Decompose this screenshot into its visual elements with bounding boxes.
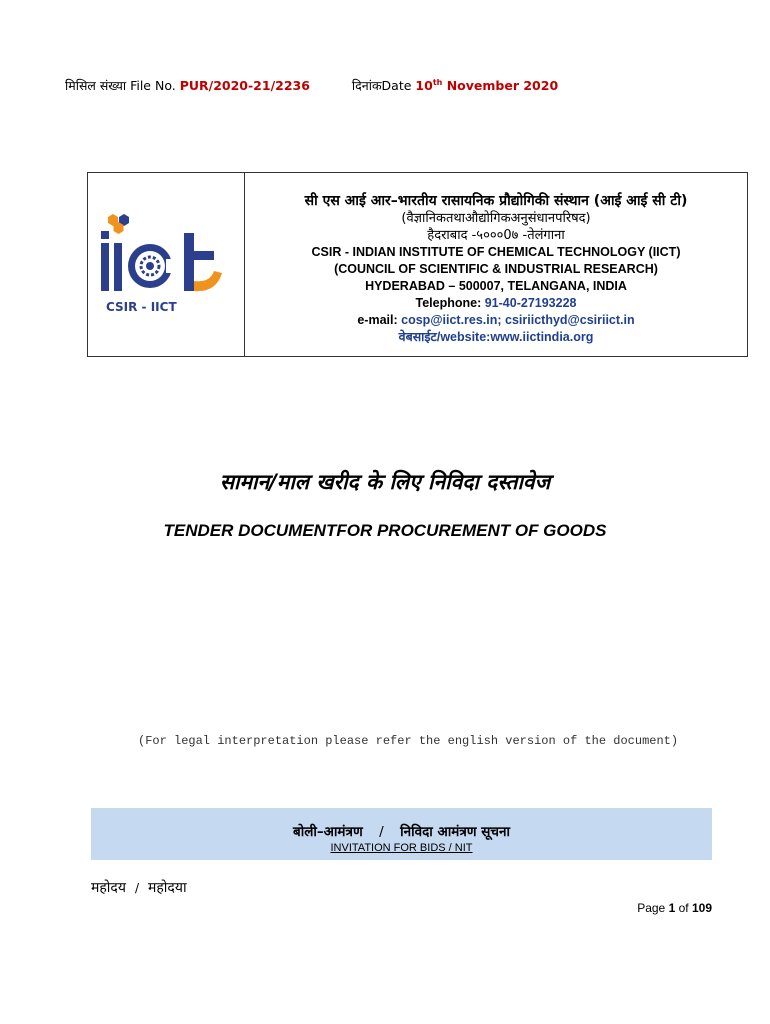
telephone-number: 91-40-27193228 [484,296,577,310]
header-hindi-name: सी एस आई आर–भारतीय रासायनिक प्रौद्योगिकी संस्थान (आई आई सी टी) [304,193,688,209]
nit-english-heading: INVITATION FOR BIDS / NIT [330,842,473,854]
logo-caption: CSIR - IICT [106,300,177,314]
header-hindi-council: (वैज्ञानिकतथाऔद्योगिकअनुसंधानपरिषद) [401,211,591,226]
header-english-name: CSIR - INDIAN INSTITUTE OF CHEMICAL TECHNOLOGY (IICT) [311,245,681,259]
legal-note: (For legal interpretation please refer the english version of the document) [138,734,679,748]
file-number: PUR/2020-21/2236 [179,78,310,93]
institute-header [87,172,748,357]
header-english-council: (COUNCIL OF SCIENTIFIC & INDUSTRIAL RESEARCH) [334,262,658,276]
institute-info [245,173,747,356]
document-title-english: TENDER DOCUMENTFOR PROCUREMENT OF GOODS [163,521,607,540]
header-telephone: Telephone: 91-40-27193228 [415,296,577,310]
document-title-hindi: सामान/माल खरीद के लिए निविदा दस्तावेज [219,470,551,494]
header-hindi-city: हैदराबाद -५०००0७ -तेलंगाना [427,228,565,243]
page-number: Page 1 of 109 [637,901,712,915]
date-value: 10th November 2020 [415,77,559,93]
header-website[interactable]: वेबसाईट/website:www.iictindia.org [398,330,594,344]
nit-banner [91,808,712,860]
file-reference-line [65,77,558,94]
salutation: महोदय / महोदया [91,880,187,896]
header-address: HYDERABAD – 500007, TELANGANA, INDIA [365,279,627,293]
csir-iict-logo [98,211,238,321]
header-email: e-mail: cosp@iict.res.in; csiriicthyd@csiriict.in [357,313,635,327]
email-addresses[interactable]: cosp@iict.res.in; csiriicthyd@csiriict.in [401,313,635,327]
date-label: दिनांकDate [351,78,412,93]
logo-cell [88,173,245,356]
file-label: मिसिल संख्या File No. [65,78,176,93]
nit-hindi-heading: बोली–आमंत्रण / निविदा आमंत्रण सूचना [293,824,510,840]
